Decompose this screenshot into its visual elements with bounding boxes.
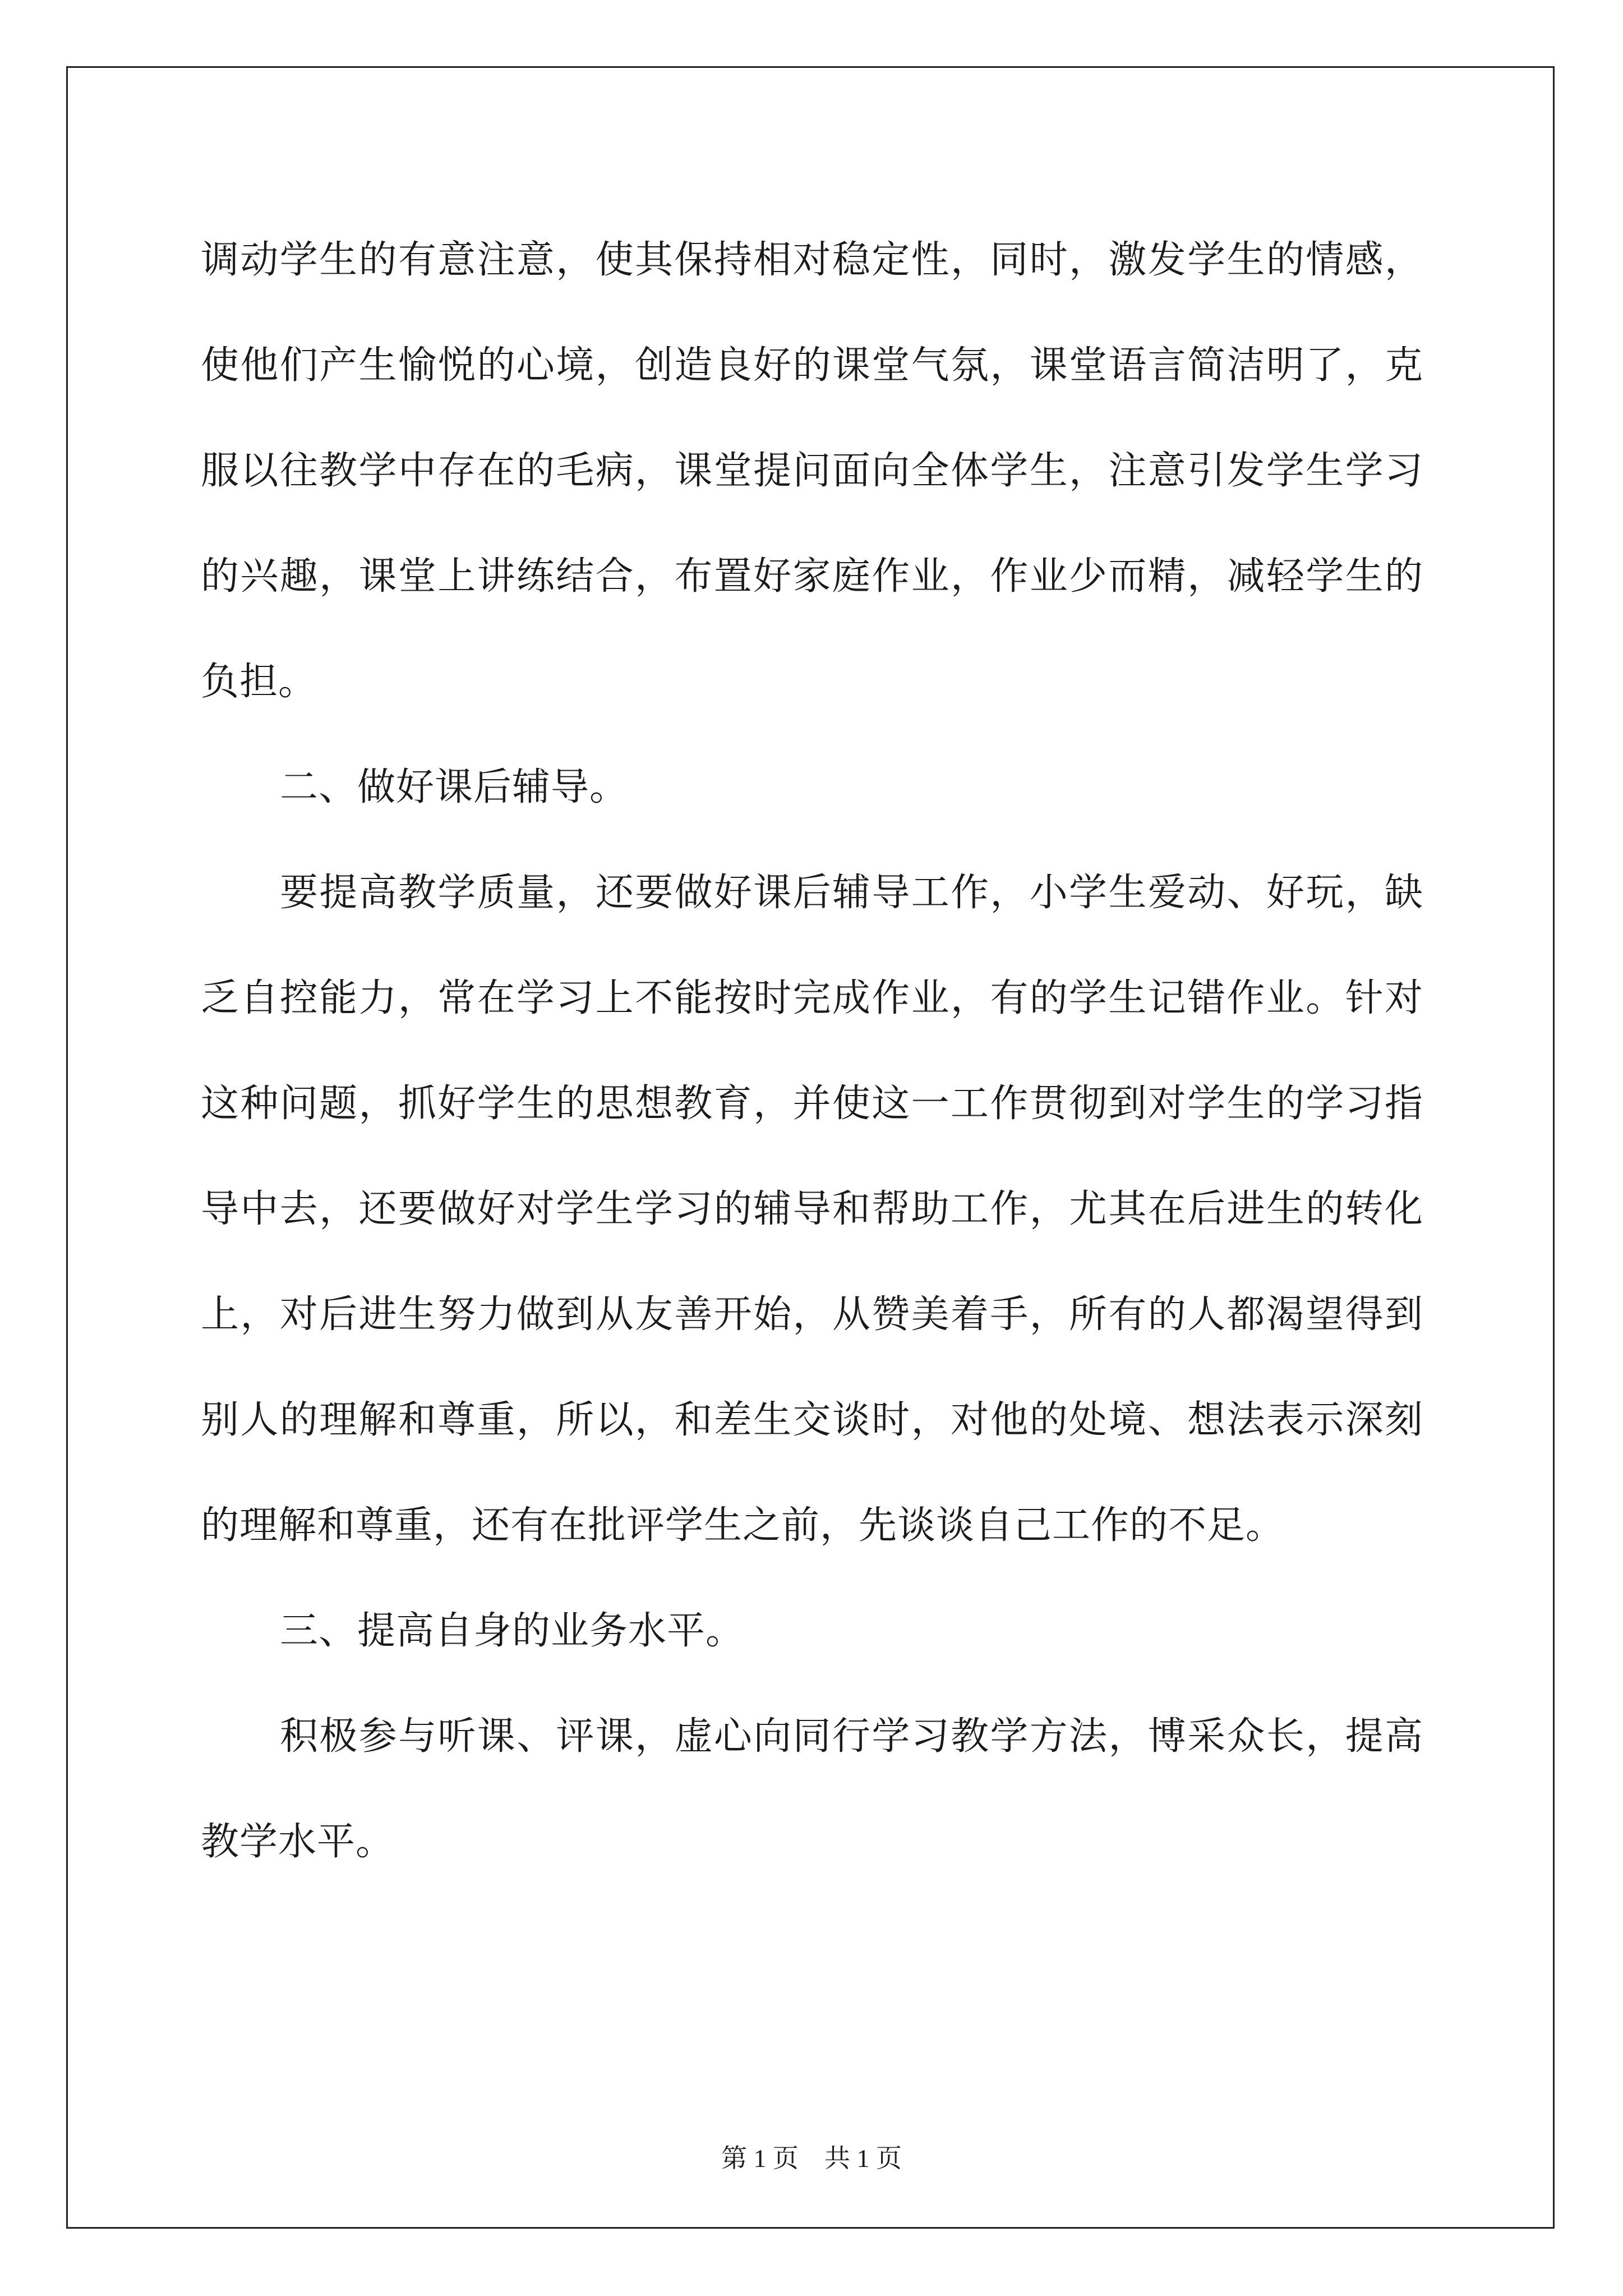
paragraph-professional-level: 积极参与听课、评课，虚心向同行学习教学方法，博采众长，提高教学水平。: [201, 1714, 1423, 1864]
paragraph-tutoring: 要提高教学质量，还要做好课后辅导工作，小学生爱动、好玩，缺乏自控能力，常在学习上不能按时完成作业，有的学生记错作业。针对这种问题，抓好学生的思想教育，并使这一工作贯彻到对学生的学习指导中去，还要做好对学生学习的辅导和帮助工作，尤其在后进生的转化上，对后进生努力做到从友善开始，从赞美着手，所有的人都渴望得到别人的理解和尊重，所以，和差生交谈时，对他的处境、想法表示深刻的理解和尊重，还有在批评学生之前，先谈谈自己工作的不足。: [201, 871, 1423, 1548]
section-heading-after-class-tutoring: 二、做好课后辅导。: [280, 765, 629, 809]
paragraph-1: 调动学生的有意注意，使其保持相对稳定性，同时，激发学生的情感，使他们产生愉悦的心境，创造良好的课堂气氛，课堂语言简洁明了，克服以往教学中存在的毛病，课堂提问面向全体学生，注意引发学生学习的兴趣，课堂上讲练结合，布置好家庭作业，作业少而精，减轻学生的负担。: [201, 238, 1423, 704]
page-number-footer: 第 1 页 共 1 页: [721, 2144, 902, 2173]
document-body: [201, 208, 1423, 1895]
section-heading-professional-level: 三、提高自身的业务水平。: [280, 1609, 745, 1653]
